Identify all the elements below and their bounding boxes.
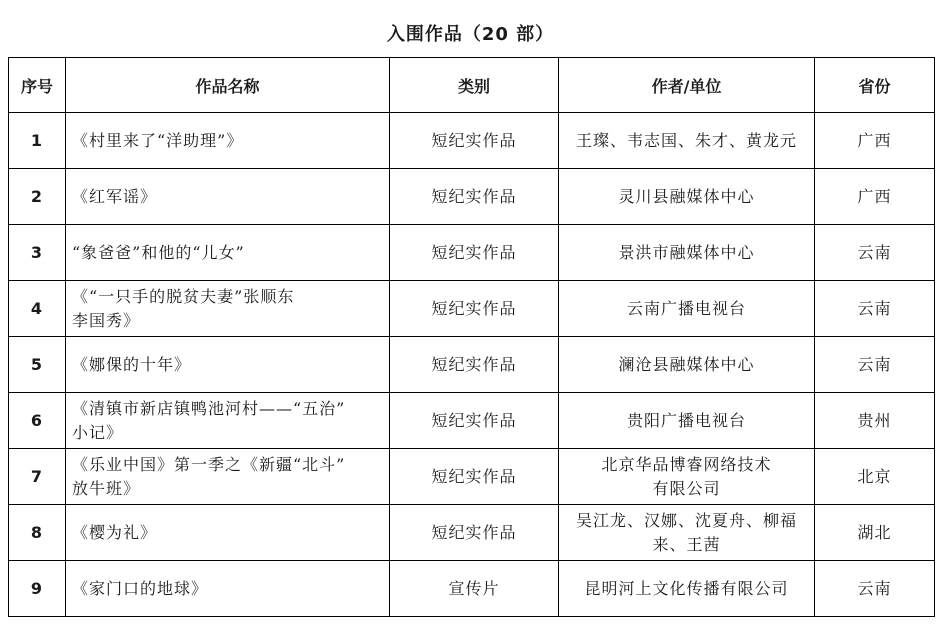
table-header-row	[9, 58, 935, 113]
row-number-cell: 9	[9, 561, 66, 617]
page-title: 入围作品（20 部）	[386, 24, 555, 45]
author-cell: 吴江龙、汉娜、沈夏舟、柳福 来、王茜	[559, 505, 815, 561]
work-title-cell: 《村里来了“洋助理”》	[66, 113, 390, 169]
category-cell: 短纪实作品	[390, 113, 559, 169]
table-row	[9, 337, 935, 393]
work-title-cell: 《“一只手的脱贫夫妻”张顺东 李国秀》	[66, 281, 390, 337]
work-title-cell: 《娜倮的十年》	[66, 337, 390, 393]
table-row	[9, 505, 935, 561]
work-title-cell: 《红军谣》	[66, 169, 390, 225]
row-number-cell: 6	[9, 393, 66, 449]
table-row	[9, 225, 935, 281]
work-title-cell: “象爸爸”和他的“儿女”	[66, 225, 390, 281]
row-number-cell: 5	[9, 337, 66, 393]
table-row	[9, 281, 935, 337]
table-row	[9, 169, 935, 225]
province-cell: 云南	[815, 281, 935, 337]
table-row	[9, 393, 935, 449]
province-cell: 北京	[815, 449, 935, 505]
header-cell-work-title: 作品名称	[66, 58, 390, 113]
category-cell: 短纪实作品	[390, 449, 559, 505]
province-cell: 贵州	[815, 393, 935, 449]
work-title-cell: 《樱为礼》	[66, 505, 390, 561]
table-row	[9, 449, 935, 505]
row-number-cell: 8	[9, 505, 66, 561]
header-cell-author: 作者/单位	[559, 58, 815, 113]
province-cell: 云南	[815, 225, 935, 281]
category-cell: 短纪实作品	[390, 169, 559, 225]
author-cell: 云南广播电视台	[559, 281, 815, 337]
row-number-cell: 3	[9, 225, 66, 281]
table-row	[9, 113, 935, 169]
category-cell: 短纪实作品	[390, 393, 559, 449]
province-cell: 云南	[815, 337, 935, 393]
entries-table	[8, 57, 935, 617]
author-cell: 贵阳广播电视台	[559, 393, 815, 449]
table-body	[9, 113, 935, 617]
author-cell: 澜沧县融媒体中心	[559, 337, 815, 393]
header-cell-province: 省份	[815, 58, 935, 113]
header-cell-category: 类别	[390, 58, 559, 113]
category-cell: 短纪实作品	[390, 337, 559, 393]
header-cell-number: 序号	[9, 58, 66, 113]
row-number-cell: 7	[9, 449, 66, 505]
author-cell: 王璨、韦志国、朱才、黄龙元	[559, 113, 815, 169]
row-number-cell: 2	[9, 169, 66, 225]
category-cell: 短纪实作品	[390, 225, 559, 281]
province-cell: 云南	[815, 561, 935, 617]
category-cell: 短纪实作品	[390, 505, 559, 561]
author-cell: 灵川县融媒体中心	[559, 169, 815, 225]
province-cell: 广西	[815, 113, 935, 169]
work-title-cell: 《家门口的地球》	[66, 561, 390, 617]
author-cell: 景洪市融媒体中心	[559, 225, 815, 281]
category-cell: 宣传片	[390, 561, 559, 617]
category-cell: 短纪实作品	[390, 281, 559, 337]
author-cell: 北京华品博睿网络技术 有限公司	[559, 449, 815, 505]
author-cell: 昆明河上文化传播有限公司	[559, 561, 815, 617]
row-number-cell: 4	[9, 281, 66, 337]
row-number-cell: 1	[9, 113, 66, 169]
table-row	[9, 561, 935, 617]
province-cell: 湖北	[815, 505, 935, 561]
work-title-cell: 《清镇市新店镇鸭池河村——“五治” 小记》	[66, 393, 390, 449]
province-cell: 广西	[815, 169, 935, 225]
work-title-cell: 《乐业中国》第一季之《新疆“北斗” 放牛班》	[66, 449, 390, 505]
